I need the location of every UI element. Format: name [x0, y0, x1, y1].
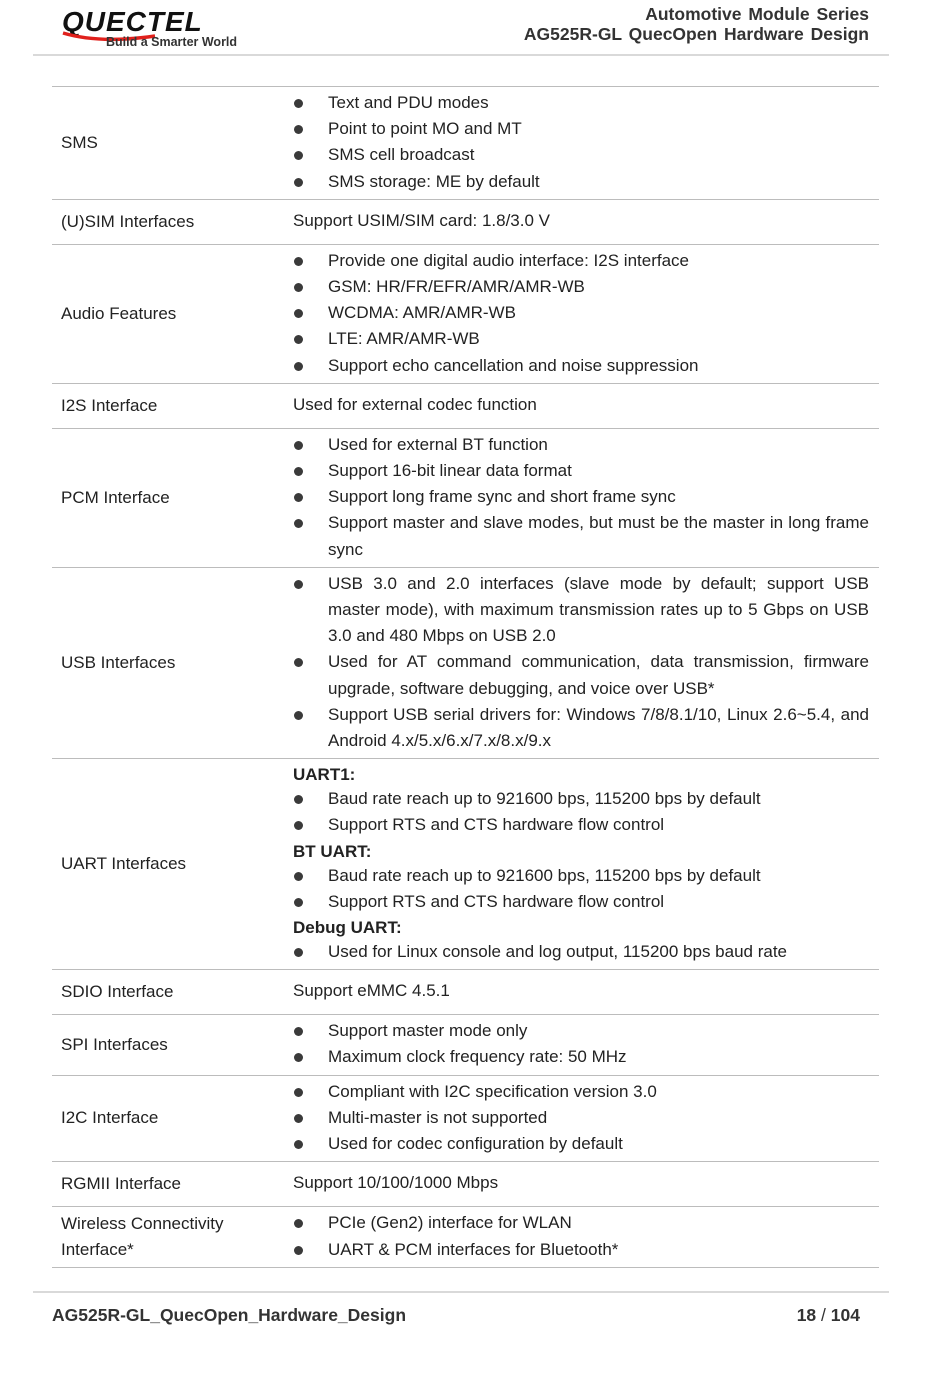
bullet-text: GSM: HR/FR/EFR/AMR/AMR-WB: [328, 277, 585, 297]
bullet-icon: [294, 493, 303, 502]
bullet-icon: [294, 658, 303, 667]
bullet-icon: [294, 1219, 303, 1228]
spec-value: [293, 759, 879, 970]
subheading: Debug UART:: [293, 918, 402, 938]
spec-row: [52, 244, 879, 383]
bullet-text: UART & PCM interfaces for Bluetooth*: [328, 1239, 619, 1259]
bullet-item: [293, 786, 869, 812]
bullet-icon: [294, 711, 303, 720]
bullet-icon: [294, 821, 303, 830]
bullet-item: [293, 274, 869, 300]
bullet-text: LTE: AMR/AMR-WB: [328, 329, 480, 349]
bullet-text: Support master and slave modes, but must be the master in long frame sync: [328, 513, 869, 559]
bullet-icon: [294, 1088, 303, 1097]
spec-key: Wireless Connectivity Interface*: [52, 1207, 293, 1267]
bullet-text: Text and PDU modes: [328, 93, 489, 112]
spec-key: USB Interfaces: [52, 567, 293, 758]
bullet-item: [293, 142, 869, 168]
bullet-item: [293, 649, 869, 701]
spec-value: [293, 1075, 879, 1162]
bullet-list: [293, 786, 869, 838]
bullet-list: [293, 939, 869, 965]
bullet-text: Support echo cancellation and noise suppression: [328, 355, 699, 375]
bullet-text: SMS storage: ME by default: [328, 171, 540, 191]
footer-doc-name: AG525R-GL_QuecOpen_Hardware_Design: [52, 1305, 407, 1325]
spec-row: [52, 1207, 879, 1267]
bullet-list: [293, 432, 869, 563]
bullet-item: [293, 432, 869, 458]
bullet-text: Support RTS and CTS hardware flow control: [328, 815, 665, 835]
spec-value: [293, 199, 879, 244]
spec-row: [52, 1075, 879, 1162]
bullet-list: [293, 248, 869, 379]
bullet-text: Used for codec configuration by default: [328, 1134, 623, 1154]
bullet-icon: [294, 898, 303, 907]
spec-row: [52, 567, 879, 758]
bullet-text: USB 3.0 and 2.0 interfaces (slave mode by default; support USB master mode), with maximum transmission rates up to 5 Gbps on USB 3.0 and 480 Mbps on USB 2.0: [328, 573, 869, 646]
bullet-icon: [294, 257, 303, 266]
bullet-text: Support USB serial drivers for: Windows 7/8/8.1/10, Linux 2.6~5.4, and Android 4.x/5.x/6.x/7.x/8.x/9.x: [328, 704, 869, 751]
bullet-icon: [294, 441, 303, 450]
spec-row: [52, 970, 879, 1015]
bullet-item: [293, 248, 869, 274]
bullet-item: [293, 571, 869, 650]
bullet-text: Used for AT command communication, data transmission, firmware upgrade, software debugging, and voice over USB*: [328, 652, 869, 698]
svg-text:QUECTEL: QUECTEL: [62, 6, 203, 37]
bullet-item: [293, 300, 869, 326]
bullet-item: [293, 90, 869, 116]
spec-value: [293, 1162, 879, 1207]
bullet-item: [293, 353, 869, 379]
bullet-item: [293, 1131, 869, 1157]
header-series: Automotive Module Series AG525R-GL QuecOpen Hardware Design: [523, 4, 869, 44]
bullet-item: [293, 510, 869, 562]
bullet-text: Multi-master is not supported: [328, 1107, 548, 1127]
spec-row: [52, 383, 879, 428]
spec-value: [293, 1015, 879, 1075]
bullet-icon: [294, 362, 303, 371]
spec-key: SPI Interfaces: [52, 1015, 293, 1075]
value-text: Support 10/100/1000 Mbps: [293, 1173, 499, 1193]
subheading: UART1:: [293, 765, 356, 785]
bullet-icon: [294, 1114, 303, 1123]
bullet-icon: [294, 125, 303, 134]
bullet-icon: [294, 151, 303, 160]
bullet-icon: [294, 519, 303, 528]
bullet-list: [293, 863, 869, 915]
spec-row: [52, 759, 879, 970]
bullet-icon: [294, 467, 303, 476]
bullet-item: [293, 1044, 869, 1070]
bullet-item: [293, 1105, 869, 1131]
bullet-text: Baud rate reach up to 921600 bps, 115200 bps by default: [328, 789, 761, 809]
subheading: BT UART:: [293, 841, 372, 861]
bullet-item: [293, 326, 869, 352]
spec-row: [52, 1015, 879, 1075]
bullet-item: [293, 812, 869, 838]
bullet-item: [293, 1018, 869, 1044]
bullet-text: Support master mode only: [328, 1021, 528, 1041]
bullet-item: [293, 702, 869, 754]
spec-value: [293, 87, 879, 200]
spec-table: [52, 86, 879, 1268]
bullet-list: [293, 1210, 869, 1262]
bullet-item: [293, 1237, 869, 1263]
spec-value: [293, 1207, 879, 1267]
bullet-text: Provide one digital audio interface: I2S interface: [328, 250, 690, 270]
spec-key: RGMII Interface: [52, 1162, 293, 1207]
bullet-icon: [294, 283, 303, 292]
spec-key: SMS: [52, 87, 293, 200]
spec-key: I2C Interface: [52, 1075, 293, 1162]
bullet-list: [293, 90, 869, 195]
bullet-item: [293, 169, 869, 195]
bullet-icon: [294, 178, 303, 187]
spec-value: [293, 428, 879, 567]
bullet-text: Point to point MO and MT: [328, 119, 522, 139]
bullet-icon: [294, 795, 303, 804]
bullet-icon: [294, 1053, 303, 1062]
footer-divider: [33, 1291, 889, 1293]
bullet-icon: [294, 948, 303, 957]
spec-key: (U)SIM Interfaces: [52, 199, 293, 244]
bullet-item: [293, 863, 869, 889]
bullet-text: Support long frame sync and short frame sync: [328, 487, 676, 507]
spec-key: UART Interfaces: [52, 759, 293, 970]
value-text: Support eMMC 4.5.1: [293, 981, 450, 1001]
bullet-text: SMS cell broadcast: [328, 145, 475, 165]
page-header: [0, 0, 950, 60]
value-text: Support USIM/SIM card: 1.8/3.0 V: [293, 210, 551, 230]
bullet-text: Support 16-bit linear data format: [328, 461, 572, 481]
bullet-icon: [294, 99, 303, 108]
spec-key: SDIO Interface: [52, 970, 293, 1015]
value-text: Used for external codec function: [293, 394, 537, 414]
spec-row: [52, 1162, 879, 1207]
spec-row: [52, 87, 879, 200]
bullet-item: [293, 458, 869, 484]
bullet-text: Baud rate reach up to 921600 bps, 115200 bps by default: [328, 865, 761, 885]
spec-key: PCM Interface: [52, 428, 293, 567]
bullet-text: PCIe (Gen2) interface for WLAN: [328, 1213, 572, 1233]
bullet-item: [293, 889, 869, 915]
bullet-list: [293, 1018, 869, 1070]
bullet-item: [293, 1079, 869, 1105]
bullet-icon: [294, 872, 303, 881]
bullet-list: [293, 571, 869, 754]
bullet-text: Used for Linux console and log output, 115200 bps baud rate: [328, 942, 788, 962]
spec-key: I2S Interface: [52, 383, 293, 428]
header-divider: [33, 54, 889, 56]
bullet-item: [293, 484, 869, 510]
bullet-icon: [294, 335, 303, 344]
bullet-text: Maximum clock frequency rate: 50 MHz: [328, 1047, 627, 1067]
bullet-icon: [294, 1140, 303, 1149]
svg-text:Build a Smarter World: Build a Smarter World: [106, 35, 238, 48]
spec-value: [293, 383, 879, 428]
bullet-item: [293, 939, 869, 965]
spec-value: [293, 244, 879, 383]
bullet-text: WCDMA: AMR/AMR-WB: [328, 303, 516, 323]
bullet-item: [293, 1210, 869, 1236]
spec-value: [293, 970, 879, 1015]
bullet-text: Compliant with I2C specification version 3.0: [328, 1081, 657, 1101]
spec-row: [52, 428, 879, 567]
spec-value: [293, 567, 879, 758]
spec-row: [52, 199, 879, 244]
quectel-logo: [60, 6, 275, 48]
bullet-icon: [294, 309, 303, 318]
bullet-text: Used for external BT function: [328, 434, 548, 454]
bullet-icon: [294, 1027, 303, 1036]
bullet-item: [293, 116, 869, 142]
page-number: 18 / 104: [796, 1305, 860, 1325]
bullet-text: Support RTS and CTS hardware flow control: [328, 891, 665, 911]
bullet-list: [293, 1079, 869, 1158]
bullet-icon: [294, 580, 303, 589]
spec-key: Audio Features: [52, 244, 293, 383]
bullet-icon: [294, 1246, 303, 1255]
